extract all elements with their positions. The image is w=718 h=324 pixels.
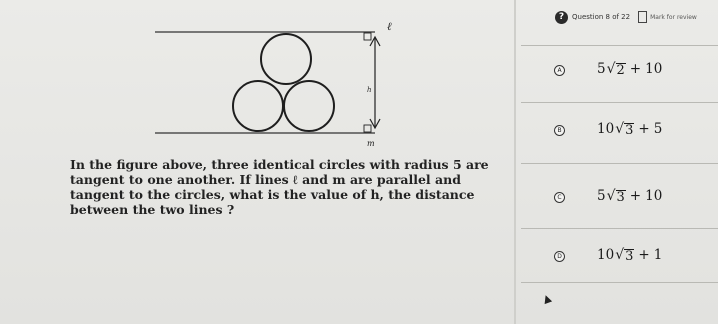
choice-d[interactable] bbox=[521, 229, 718, 285]
choice-separator bbox=[521, 282, 718, 283]
choice-d-const: 1 bbox=[653, 247, 663, 263]
choice-a-coef: 5 bbox=[597, 61, 606, 77]
choice-c-radicand: 3 bbox=[616, 190, 625, 205]
question-header bbox=[555, 6, 697, 28]
choice-b-const: 5 bbox=[653, 121, 663, 137]
right-angle-bottom bbox=[364, 125, 371, 132]
question-counter: Question 8 of 22 bbox=[572, 13, 631, 21]
choice-d-radicand: 3 bbox=[625, 249, 634, 264]
choice-b[interactable] bbox=[521, 103, 718, 159]
choice-a-plus: + bbox=[629, 61, 642, 77]
choice-d-expression bbox=[597, 247, 662, 264]
choice-d-coef: 10 bbox=[597, 247, 615, 263]
panel-divider bbox=[514, 0, 516, 324]
choice-c[interactable] bbox=[521, 164, 718, 220]
sqrt-symbol: √ 3 bbox=[606, 188, 625, 205]
choice-b-plus: + bbox=[638, 121, 650, 137]
bookmark-icon[interactable] bbox=[638, 11, 647, 23]
choice-a-expression bbox=[597, 61, 662, 78]
choice-b-letter[interactable]: B bbox=[554, 125, 565, 136]
height-label: h bbox=[367, 86, 372, 94]
choice-c-letter[interactable]: C bbox=[554, 192, 565, 203]
circle-bottom-left bbox=[233, 81, 283, 131]
circle-top bbox=[261, 34, 311, 84]
help-icon[interactable]: ? bbox=[555, 11, 568, 24]
circle-bottom-right bbox=[284, 81, 334, 131]
choice-b-coef: 10 bbox=[597, 121, 615, 137]
line-m-label: m bbox=[367, 139, 375, 148]
choice-d-letter[interactable]: D bbox=[554, 251, 565, 262]
sqrt-symbol: √ 2 bbox=[606, 61, 625, 78]
choice-c-expression bbox=[597, 188, 662, 205]
sqrt-symbol: √ 3 bbox=[615, 121, 634, 138]
line-l-label: ℓ bbox=[387, 20, 392, 33]
mouse-cursor-icon bbox=[542, 294, 552, 304]
choice-a[interactable] bbox=[521, 46, 718, 102]
choice-b-radicand: 3 bbox=[625, 123, 634, 138]
choice-b-expression bbox=[597, 121, 662, 138]
choice-c-coef: 5 bbox=[597, 188, 606, 204]
mark-for-review-label[interactable]: Mark for review bbox=[650, 13, 697, 21]
choice-a-letter[interactable]: A bbox=[554, 65, 565, 76]
choice-a-radicand: 2 bbox=[616, 63, 625, 78]
sqrt-symbol: √ 3 bbox=[615, 247, 634, 264]
choice-c-const: 10 bbox=[645, 188, 663, 204]
choice-d-plus: + bbox=[638, 247, 650, 263]
circles-figure bbox=[155, 18, 405, 158]
question-text: In the figure above, three identical circles with radius 5 are tangent to one another. If lines ℓ and m are parallel and tangent to the circles, what is the value of h, the distance between the two lines ? bbox=[70, 157, 489, 217]
choice-c-plus: + bbox=[629, 188, 642, 204]
choice-a-const: 10 bbox=[645, 61, 663, 77]
right-angle-top bbox=[364, 33, 371, 40]
